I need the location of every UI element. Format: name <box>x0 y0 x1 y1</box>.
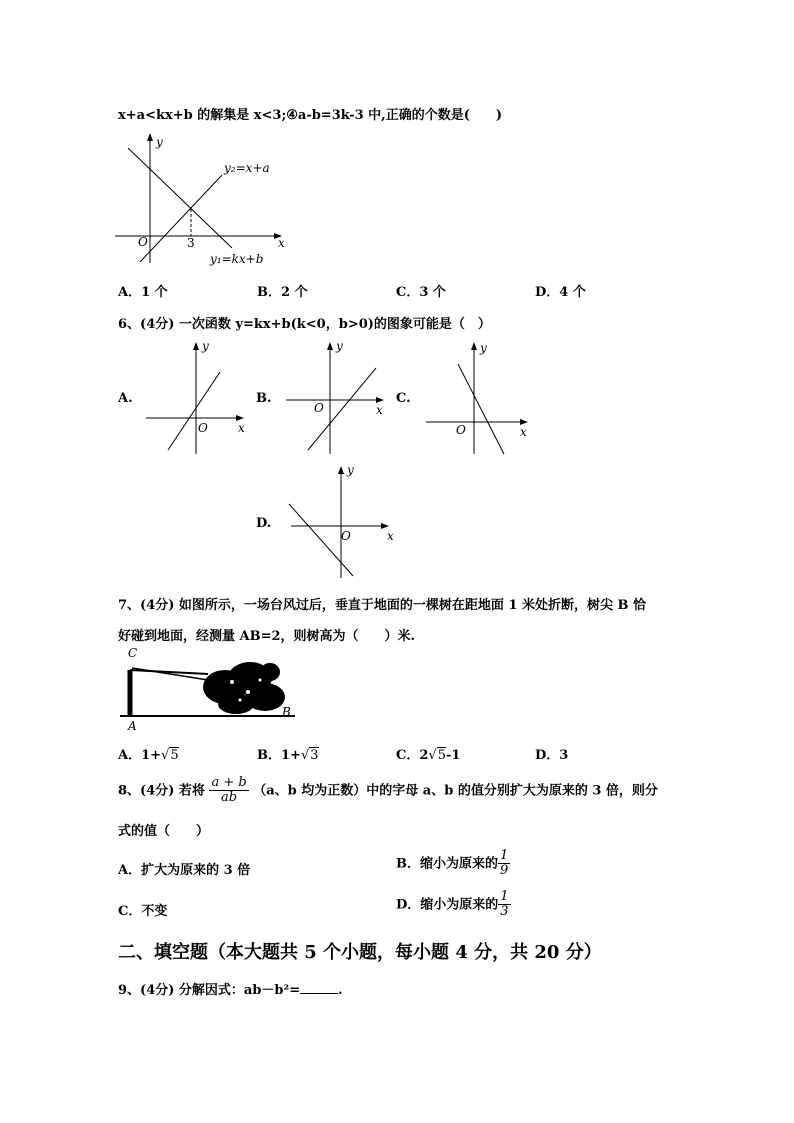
q6-option-d-letter: D. <box>256 516 272 531</box>
q5-x-axis-label: x <box>278 236 285 250</box>
q6-graph-c <box>420 338 535 458</box>
q7-label-c: C <box>128 646 138 660</box>
tree-canopy <box>203 662 285 714</box>
section-2-heading: 二、填空题（本大题共 5 个小题，每小题 4 分，共 20 分） <box>118 942 602 963</box>
q6a-y-label: y <box>202 339 209 353</box>
q8-option-d: D．缩小为原来的 $\frac{1}{3}$ <box>396 889 509 920</box>
q6a-origin-label: O <box>198 421 208 435</box>
q9-answer-blank <box>300 981 338 994</box>
q5-y-axis-label: y <box>156 135 163 149</box>
q6c-y-label: y <box>480 341 487 355</box>
q9-stem: 9、(4分) 分解因式：ab－b²= . <box>118 983 343 998</box>
q6c-x-label: x <box>520 425 527 439</box>
q6d-origin-label: O <box>341 529 351 543</box>
q5-option-b: B．2 个 <box>257 285 308 300</box>
q6b-origin-label: O <box>314 401 324 415</box>
q5-stem: x+a<kx+b 的解集是 x<3;④a-b=3k-3 中,正确的个数是( ) <box>118 108 503 123</box>
q5-option-a: A．1 个 <box>118 285 168 300</box>
q6c-origin-label: O <box>456 423 466 437</box>
q6-option-b-letter: B. <box>256 391 272 406</box>
q6a-x-label: x <box>238 421 245 435</box>
q5-graph <box>110 130 300 270</box>
q7-label-b: B <box>282 705 291 719</box>
q8-fraction: $\frac{a + b}{ab}$ <box>211 775 247 806</box>
q7-option-c: C．2√5-1 <box>396 748 461 763</box>
q7-option-a: A．1+√5 <box>118 748 179 763</box>
q8-stem-line2: 式的值（ ） <box>118 824 210 839</box>
q5-line1-label: y₁=kx+b <box>210 252 264 266</box>
q6-option-c-letter: C. <box>396 391 411 406</box>
q6-graph-a <box>140 338 255 458</box>
q5-tick-label: 3 <box>187 236 195 250</box>
q7-option-b: B．1+√3 <box>257 748 319 763</box>
q5-line2-label: y₂=x+a <box>224 161 270 175</box>
q6-option-a-letter: A. <box>118 391 133 406</box>
q6d-y-label: y <box>347 463 354 477</box>
q7-option-d: D．3 <box>535 748 569 763</box>
q6b-x-label: x <box>376 403 383 417</box>
q7-tree-figure <box>120 642 300 732</box>
q6-stem: 6、(4分) 一次函数 y=kx+b(k<0，b>0)的图象可能是（ ） <box>118 317 491 332</box>
q6-graph-b <box>280 338 395 458</box>
q6b-y-label: y <box>336 339 343 353</box>
q7-stem-line2: 好碰到地面，经测量 AB=2，则树高为（ ）米. <box>118 629 416 644</box>
q8-option-b: B．缩小为原来的 $\frac{1}{9}$ <box>396 848 509 879</box>
q5-option-c: C．3 个 <box>396 285 446 300</box>
q7-stem-line1: 7、(4分) 如图所示，一场台风过后，垂直于地面的一棵树在距地面 1 米处折断，树尖 B 恰 <box>118 598 647 613</box>
q5-option-d: D．4 个 <box>535 285 586 300</box>
q7-label-a: A <box>128 719 137 733</box>
q8-stem-line1: 8、(4分) 若将 $\frac{a + b}{ab}$ （a、b 均为正数）中的字母 a、b 的值分别扩大为原来的 3 倍，则分 <box>118 775 658 806</box>
q8-option-a: A．扩大为原来的 3 倍 <box>118 863 251 878</box>
q5-origin-label: O <box>138 235 148 249</box>
q8-option-c: C．不变 <box>118 904 168 919</box>
q6d-x-label: x <box>387 529 394 543</box>
q6-graph-d <box>285 462 400 582</box>
